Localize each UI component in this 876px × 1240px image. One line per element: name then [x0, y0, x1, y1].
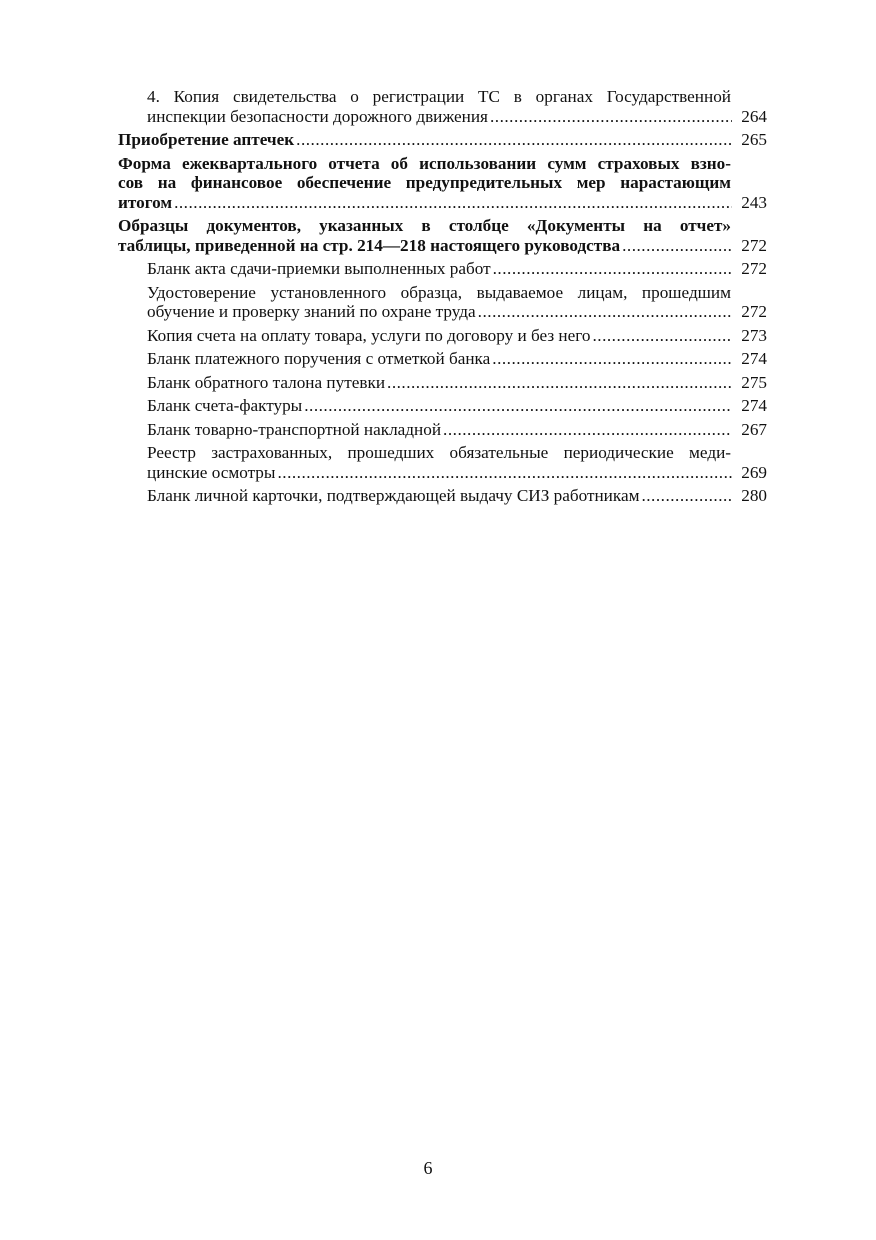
- dot-leader: [277, 463, 732, 483]
- toc-entry-line: [118, 193, 767, 213]
- dot-leader: [493, 259, 732, 279]
- toc-entry: [118, 283, 767, 322]
- toc-entry: [118, 420, 767, 440]
- dot-leader: [387, 373, 732, 393]
- toc-entry-title-line: Реестр застрахованных, прошедших обязательные периодические меди-: [147, 443, 731, 462]
- dot-leader: [304, 396, 732, 416]
- toc-entry-title: Бланк счета-фактуры: [147, 396, 303, 415]
- toc-entry-page: 243: [741, 192, 767, 212]
- dot-leader: [296, 130, 732, 150]
- toc-entry-title-line: 4. Копия свидетельства о регистрации ТС в органах Государственной: [147, 87, 731, 106]
- toc-entry-line: [147, 463, 767, 483]
- toc-entry-title-line: Образцы документов, указанных в столбце «Документы на отчет»: [118, 216, 731, 235]
- toc-entry-title: Бланк товарно-транспортной накладной: [147, 419, 442, 439]
- dot-leader: [490, 107, 732, 127]
- toc-entry: [118, 216, 767, 255]
- toc-entry-page: 264: [741, 106, 767, 126]
- toc-entry: [118, 259, 767, 279]
- toc-entry-title: таблицы, приведенной на стр. 214—218 настоящего руководства: [118, 235, 621, 255]
- toc-entry-page: 269: [741, 462, 767, 482]
- toc-entry-line: [147, 373, 767, 393]
- dot-leader: [492, 349, 732, 369]
- toc-entry-page: 274: [741, 349, 767, 368]
- toc-entry-line: [147, 486, 767, 506]
- toc-entry-page: 267: [741, 419, 767, 439]
- toc-entry-page: 275: [741, 372, 767, 392]
- dot-leader: [622, 236, 732, 256]
- toc-entry-title: цинские осмотры: [147, 462, 276, 482]
- dot-leader: [478, 302, 732, 322]
- toc-entry-title-line: сов на финансовое обеспечение предупредительных мер нарастающим: [118, 173, 731, 192]
- toc-entry: [118, 443, 767, 482]
- toc-entry-line: [147, 396, 767, 416]
- toc-entry: [118, 373, 767, 393]
- page-number: 6: [423, 1158, 433, 1178]
- toc-entry-line: [118, 236, 767, 256]
- toc-entry: [118, 326, 767, 346]
- toc-entry-title: Бланк платежного поручения с отметкой банка: [147, 349, 491, 368]
- toc-entry-line: [147, 349, 767, 369]
- toc-entry-title-line: Удостоверение установленного образца, выдаваемое лицам, прошедшим: [147, 282, 731, 302]
- dot-leader: [641, 486, 732, 506]
- toc-entry-title: инспекции безопасности дорожного движения: [147, 106, 488, 126]
- toc-entry-title: Бланк обратного талона путевки: [147, 372, 386, 392]
- toc-entry-line: [118, 130, 767, 150]
- toc-entry: [118, 486, 767, 506]
- toc-entry-line: [147, 326, 767, 346]
- toc-entry: [118, 349, 767, 369]
- toc-entry-title: Бланк личной карточки, подтверждающей выдачу СИЗ работникам: [147, 486, 640, 505]
- toc-entry-line: [147, 420, 767, 440]
- toc-entry-page: 272: [741, 235, 767, 255]
- toc-entry: [118, 87, 767, 126]
- toc-entry-page: 272: [741, 302, 767, 321]
- toc-entry-line: [147, 107, 767, 127]
- toc-entry-line: [147, 302, 767, 322]
- toc-entry-page: 280: [741, 486, 767, 505]
- toc-entry: [118, 396, 767, 416]
- toc-entry-page: 272: [741, 259, 767, 278]
- toc-entry: [118, 154, 767, 213]
- toc-entry-page: 265: [741, 130, 767, 149]
- toc-entry-title-line: Форма ежеквартального отчета об использовании сумм страховых взно-: [118, 153, 731, 173]
- toc-entry-title: Копия счета на оплату товара, услуги по договору и без него: [147, 325, 591, 345]
- table-of-contents: [118, 87, 767, 510]
- dot-leader: [443, 420, 732, 440]
- toc-entry-title: Бланк акта сдачи-приемки выполненных работ: [147, 259, 491, 278]
- toc-entry: [118, 130, 767, 150]
- toc-entry-title: итогом: [118, 192, 173, 212]
- dot-leader: [174, 193, 732, 213]
- toc-entry-page: 273: [741, 325, 767, 345]
- toc-entry-title: обучение и проверку знаний по охране труда: [147, 302, 476, 321]
- toc-entry-line: [147, 259, 767, 279]
- toc-entry-title: Приобретение аптечек: [118, 130, 295, 149]
- dot-leader: [592, 326, 732, 346]
- toc-entry-page: 274: [741, 396, 767, 415]
